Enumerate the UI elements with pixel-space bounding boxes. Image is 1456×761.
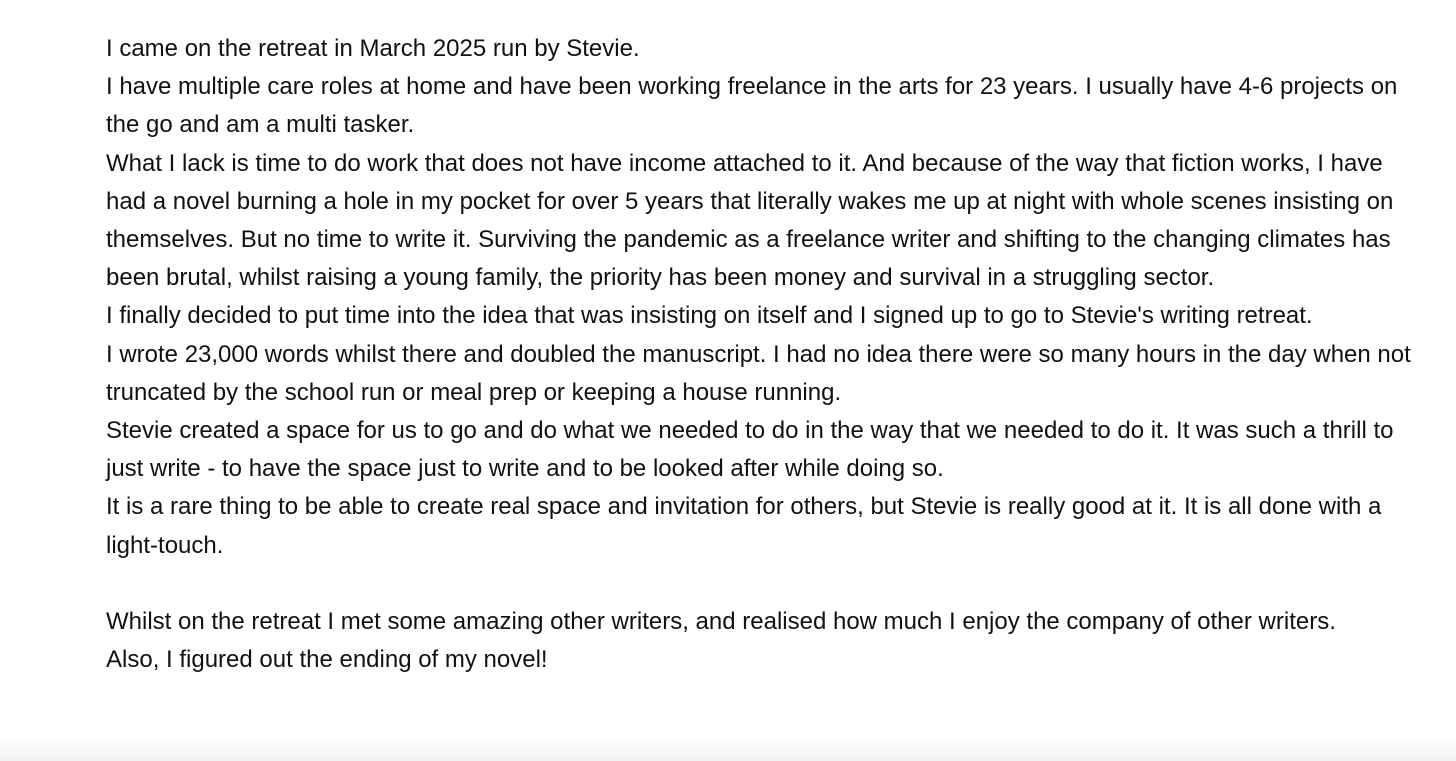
testimonial-text	[106, 30, 1426, 679]
paragraph: I have multiple care roles at home and have been working freelance in the arts for 23 years. I usually have 4-6 projects on the go and am a multi tasker.	[106, 73, 1398, 139]
paragraph: Stevie created a space for us to go and do what we needed to do in the way that we needed to do it. It was such a thrill to just write - to have the space just to write and to be looked after while doing so.	[106, 417, 1394, 483]
paragraph: Also, I figured out the ending of my novel!	[106, 646, 548, 674]
bottom-edge-shadow	[0, 739, 1456, 761]
paragraph: I finally decided to put time into the idea that was insisting on itself and I signed up to go to Stevie's writing retreat.	[106, 302, 1313, 330]
paragraph: It is a rare thing to be able to create real space and invitation for others, but Stevie is really good at it. It is all done with a light-touch.	[106, 493, 1382, 559]
paragraph: Whilst on the retreat I met some amazing other writers, and realised how much I enjoy the company of other writers.	[106, 608, 1336, 636]
paragraph: I wrote 23,000 words whilst there and doubled the manuscript. I had no idea there were so many hours in the day when not truncated by the school run or meal prep or keeping a house running.	[106, 340, 1411, 406]
paragraph-spacer	[106, 565, 1426, 603]
paragraph: I came on the retreat in March 2025 run by Stevie.	[106, 35, 640, 62]
paragraph: What I lack is time to do work that does not have income attached to it. And because of the way that fiction works, I have had a novel burning a hole in my pocket for over 5 years that literally wakes me up at night with whole scenes insisting on themselves. But no time to write it. Surviving the pandemic as a freelance writer and shifting to the changing climates has been brutal, whilst raising a young family, the priority has been money and survival in a struggling sector.	[106, 149, 1394, 292]
